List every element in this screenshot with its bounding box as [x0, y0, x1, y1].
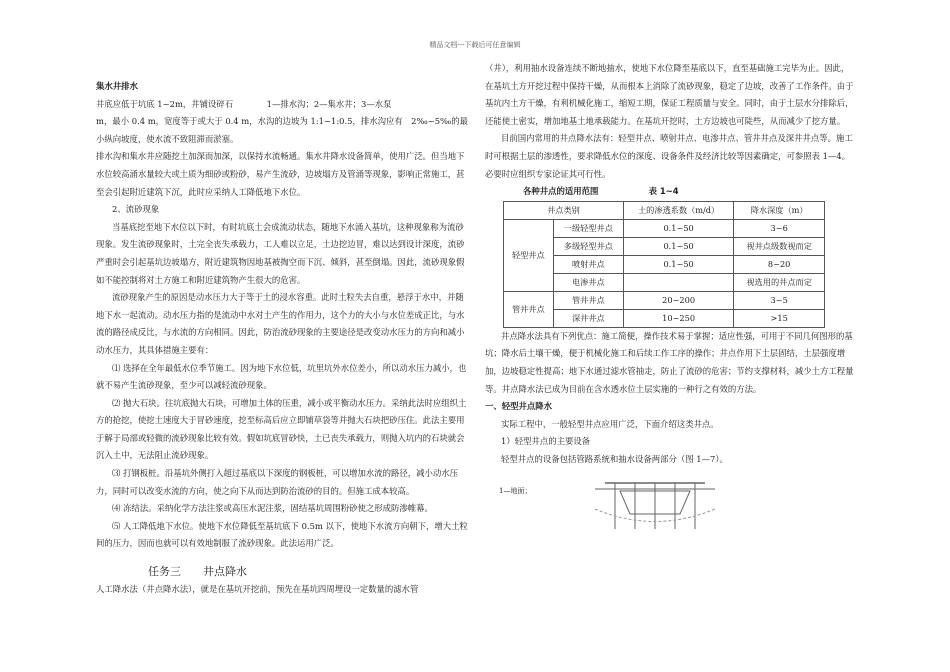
- wellpoint-diagram: [585, 469, 725, 539]
- wellpoint-table: [503, 201, 825, 328]
- paragraph: 实际工程中，一般轻型井点应用广泛，下面介绍这类井点。: [501, 418, 719, 429]
- paragraph: 轻型井点的设备包括管路系统和抽水设备两部分（图 1—7）。: [501, 453, 728, 464]
- page-header: 精品文档---下载后可任意编辑: [429, 41, 521, 49]
- paragraph: 井底应低于坑底 1~2m，井铺设碎石 1—排水沟；2—集水井；3—水泵: [96, 98, 392, 109]
- task-title: 任务三 井点降水: [148, 565, 247, 579]
- table-group: 管井井点: [504, 291, 554, 327]
- paragraph: 当基底挖至地下水位以下时，有时坑底土会成流动状态，随地下水涌入基坑，这种现象称为流砂现象。发生流砂现象时，土完全丧失承载力，工人难以立足，土边挖边冒，难以达到设计深度，流砂严重时会引起基坑边坡塌方，附近建筑物因地基被掏空而下沉、倾斜，甚至倒塌。因此，流砂现象假如不能控制将对土方施工和附近建筑物产生很大的危害。: [96, 221, 465, 285]
- wellpoint-figure: [485, 469, 855, 539]
- table-cell: 电渗井点: [553, 273, 623, 291]
- left-column: [96, 78, 468, 598]
- paragraph: 人工降水法（井点降水法），就是在基坑开挖前，预先在基坑四周埋设一定数量的滤水管: [96, 583, 419, 594]
- table-row: [504, 219, 825, 237]
- paragraph: 流砂现象产生的原因是动水压力大于等于土的浸水容重。此时土粒失去自重，悬浮于水中，并随地下水一起流动。动水压力指的是流动中水对土产生的作用力，这个力的大小与水位差成正比，与水流的路径成反比，与水流的方向相同。因此，防治流砂现象的主要途径是改变动水压力的方向和减小动水压力，其具体措施主要有：: [96, 292, 465, 355]
- paragraph: ⑸ 人工降低地下水位。使地下水位降低至基坑底下 0.5m 以下，使地下水流方向朝下，增大土粒间的压力，因而也就可以有效地制服了流砂现象。此法运用广泛。: [96, 520, 468, 549]
- table-group: 轻型井点: [504, 219, 554, 291]
- paragraph: ⑶ 打钢板桩。沿基坑外侧打入超过基底以下深度的钢板桩，可以增加水流的路径，减小动水压力，同时可以改变水流的方向，使之向下从而达到防治流砂的目的。但施工成本较高。: [96, 468, 459, 496]
- table-cell: [623, 273, 733, 291]
- table-cell: 3~6: [734, 219, 825, 237]
- table-cell: 深井井点: [553, 309, 623, 327]
- subsection-heading: 1）轻型井点的主要设备: [501, 436, 591, 447]
- table-cell: 0.1~50: [623, 237, 733, 255]
- paragraph: m，最小 0.4 m，宽度等于或大于 0.4 m，水沟的边坡为 1:1~1:0.5，排水沟应有 2‰~5‰的最小纵向坡度，使水流不致阻滞而淤塞。: [96, 116, 469, 144]
- table-cell: 8~20: [734, 255, 825, 273]
- table-header: 降水深度（m）: [734, 201, 825, 219]
- table-header-row: [504, 201, 825, 219]
- figure-label: 1—地面；: [499, 486, 532, 495]
- table-cell: 管井井点: [553, 291, 623, 309]
- paragraph: ⑷ 冻结法。采纳化学方法注浆或高压水泥注浆，固结基坑周围粉砂使之形成防渗帷幕。: [112, 503, 433, 514]
- section-heading: 集水井排水: [96, 81, 138, 91]
- table-row: [504, 291, 825, 309]
- paragraph: ⑴ 选择在全年最低水位季节施工。因为地下水位低，坑里坑外水位差小，所以动水压力减小，也就不易产生流砂现象，至少可以减轻流砂现象。: [96, 362, 467, 391]
- table-cell: 0.1~50: [623, 255, 733, 273]
- table-cell: 0.1~50: [623, 219, 733, 237]
- paragraph: 目前国内常用的井点降水法有：轻型井点、喷射井点、电渗井点、管井井点及深井井点等。施工时可根据土层的渗透性，要求降低水位的深度、设备条件及经济比较等因素确定，可参照表 1—4。必要时应组织专家论证其可行性。: [485, 133, 853, 179]
- table-header: 土的渗透系数（m/d）: [623, 201, 733, 219]
- right-column: [485, 60, 855, 539]
- table-caption: 各种井点的适用范围 表 1~4: [523, 186, 679, 197]
- table-cell: 视井点级数视而定: [734, 237, 825, 255]
- table-cell: 一级轻型井点: [553, 219, 623, 237]
- paragraph: 井点降水法具有下列优点：施工简便，操作技术易于掌握；适应性强，可用于不同几何图形的基坑；降水后土壤干燥，便于机械化施工和后续工作工序的操作；井点作用下土层固结，土层强度增加，边坡稳定性提高；地下水通过滤水管抽走，防止了流砂的危害；节约支撑材料，减少土方工程量等。井点降水法已成为目前在含水透水位土层实施的一种行之有效的方法。: [485, 330, 854, 394]
- section-heading: 一、轻型井点降水: [485, 401, 552, 412]
- table-cell: 10~250: [623, 309, 733, 327]
- section-heading: 2、流砂现象: [112, 204, 160, 215]
- table-header: 井点类别: [504, 201, 624, 219]
- table-cell: 喷射井点: [553, 255, 623, 273]
- table-cell: 多级轻型井点: [553, 237, 623, 255]
- table-cell: >15: [734, 309, 825, 327]
- table-cell: 20~200: [623, 291, 733, 309]
- paragraph: （井），利用抽水设备连续不断地抽水，使地下水位降至基底以下，直至基础施工完毕为止。因此，在基坑土方开挖过程中保持干燥，从而根本上消除了流砂现象，稳定了边坡，改善了工作条件。由于基坑内土方干燥，有利机械化施工，缩短工期，保证工程质量与安全。同时，由于土层水分排除后，还能使土密实，增加地基土地承载能力。在基坑开挖时，土方边坡也可陡些，从而减少了挖方量。: [485, 63, 854, 126]
- table-cell: 3~5: [734, 291, 825, 309]
- table-cell: 视选用的井点而定: [734, 273, 825, 291]
- paragraph: 排水沟和集水井应随挖土加深而加深，以保持水流畅通。集水井降水设备简单，使用广泛。但当地下水位较高涌水量较大或土质为细砂或粉砂，易产生流砂，边坡塌方及管涌等现象，影响正常施工，甚至会引起附近建筑下沉，此时应采纳人工降低地下水位。: [96, 151, 465, 197]
- paragraph: ⑵ 抛大石块。往坑底抛大石块，可增加土体的压重，减小或平衡动水压力。采纳此法时应组织土方的抢挖，使挖土速度大于冒砂速度，挖至标高后应立即铺草袋等并抛大石块把砂压住。此法主要用于解于局部或轻微的流砂现象比较有效。假如坑底冒砂快，土已丧失承载力，则抛入坑内的石块就会沉入土中，无法阻止流砂现象。: [96, 397, 467, 461]
